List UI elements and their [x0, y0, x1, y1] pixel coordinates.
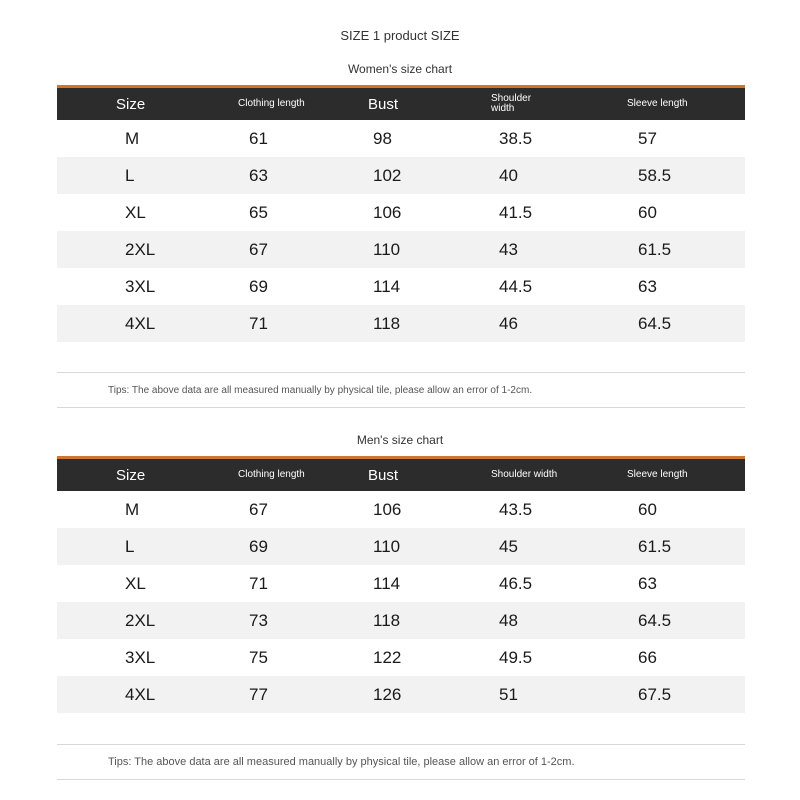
cell-sleeve-length: 66 [638, 647, 657, 667]
table-row [57, 157, 745, 194]
table-row [57, 194, 745, 231]
table-row [57, 491, 745, 528]
table-row [57, 120, 745, 157]
cell-bust: 106 [373, 202, 402, 222]
cell-bust: 102 [373, 165, 402, 185]
cell-shoulder-width: 44.5 [499, 276, 533, 296]
cell-shoulder-width: 48 [499, 610, 518, 630]
cell-clothing-length: 67 [249, 499, 268, 519]
cell-clothing-length: 69 [249, 536, 268, 556]
cell-sleeve-length: 67.5 [638, 684, 672, 704]
men-tip-text: Tips: The above data are all measured manually by physical tile, please allow an error of 1-2cm. [108, 756, 575, 768]
men-chart-title: Men's size chart [356, 433, 444, 447]
cell-clothing-length: 77 [249, 684, 268, 704]
cell-sleeve-length: 63 [638, 276, 657, 296]
cell-shoulder-width: 40 [499, 165, 518, 185]
header-clothing-length: Clothing length [238, 98, 305, 109]
cell-size: XL [125, 202, 146, 222]
cell-size: M [125, 128, 140, 148]
cell-size: L [125, 536, 135, 556]
table-row [57, 305, 745, 342]
cell-bust: 118 [373, 313, 401, 333]
cell-sleeve-length: 61.5 [638, 239, 672, 259]
cell-size: L [125, 165, 135, 185]
cell-sleeve-length: 61.5 [638, 536, 672, 556]
cell-size: 2XL [125, 610, 156, 630]
cell-bust: 110 [373, 536, 401, 556]
header-shoulder-width: Shoulder width [491, 469, 558, 480]
cell-shoulder-width: 45 [499, 536, 518, 556]
men-tip [57, 744, 745, 780]
cell-shoulder-width: 49.5 [499, 647, 533, 667]
cell-shoulder-width: 41.5 [499, 202, 533, 222]
cell-bust: 126 [373, 684, 402, 704]
cell-sleeve-length: 63 [638, 573, 657, 593]
table-row [57, 528, 745, 565]
cell-bust: 114 [373, 276, 401, 296]
cell-size: 3XL [125, 276, 156, 296]
header-shoulder-line1: Shoulder [491, 93, 532, 104]
cell-shoulder-width: 51 [499, 684, 518, 704]
table-row [57, 565, 745, 602]
women-chart-title: Women's size chart [347, 62, 453, 76]
women-table-header [57, 85, 745, 120]
header-sleeve-length: Sleeve length [627, 469, 688, 480]
cell-bust: 110 [373, 239, 401, 259]
cell-sleeve-length: 64.5 [638, 313, 672, 333]
cell-shoulder-width: 46 [499, 313, 518, 333]
men-table-header [57, 456, 745, 491]
cell-clothing-length: 63 [249, 165, 268, 185]
women-tip-text: Tips: The above data are all measured manually by physical tile, please allow an error of 1-2cm. [108, 384, 533, 396]
cell-size: 4XL [125, 313, 156, 333]
cell-clothing-length: 61 [249, 128, 268, 148]
header-shoulder-line2: width [491, 103, 515, 114]
header-shoulder-width [491, 88, 531, 120]
cell-bust: 122 [373, 647, 402, 667]
cell-bust: 118 [373, 610, 401, 630]
women-size-table [57, 85, 745, 342]
women-tip [57, 372, 745, 408]
cell-bust: 98 [373, 128, 392, 148]
cell-sleeve-length: 64.5 [638, 610, 672, 630]
header-bust: Bust [368, 95, 399, 113]
cell-clothing-length: 75 [249, 647, 268, 667]
table-row [57, 602, 745, 639]
cell-size: 4XL [125, 684, 156, 704]
cell-size: 2XL [125, 239, 156, 259]
cell-shoulder-width: 38.5 [499, 128, 533, 148]
table-row [57, 268, 745, 305]
cell-clothing-length: 73 [249, 610, 268, 630]
cell-clothing-length: 69 [249, 276, 268, 296]
cell-sleeve-length: 57 [638, 128, 657, 148]
header-size: Size [116, 466, 146, 484]
cell-shoulder-width: 43.5 [499, 499, 533, 519]
table-row [57, 639, 745, 676]
cell-bust: 114 [373, 573, 401, 593]
cell-sleeve-length: 60 [638, 202, 657, 222]
cell-clothing-length: 67 [249, 239, 268, 259]
cell-bust: 106 [373, 499, 402, 519]
cell-size: M [125, 499, 140, 519]
table-row [57, 676, 745, 713]
header-clothing-length: Clothing length [238, 469, 305, 480]
cell-size: 3XL [125, 647, 156, 667]
page-title: SIZE 1 product SIZE [340, 28, 460, 43]
cell-sleeve-length: 58.5 [638, 165, 672, 185]
cell-clothing-length: 71 [249, 313, 268, 333]
cell-sleeve-length: 60 [638, 499, 657, 519]
header-bust: Bust [368, 466, 399, 484]
cell-clothing-length: 71 [249, 573, 268, 593]
cell-shoulder-width: 43 [499, 239, 518, 259]
cell-clothing-length: 65 [249, 202, 268, 222]
header-size: Size [116, 95, 146, 113]
cell-size: XL [125, 573, 146, 593]
men-size-table [57, 456, 745, 713]
header-sleeve-length: Sleeve length [627, 98, 688, 109]
table-row [57, 231, 745, 268]
cell-shoulder-width: 46.5 [499, 573, 533, 593]
